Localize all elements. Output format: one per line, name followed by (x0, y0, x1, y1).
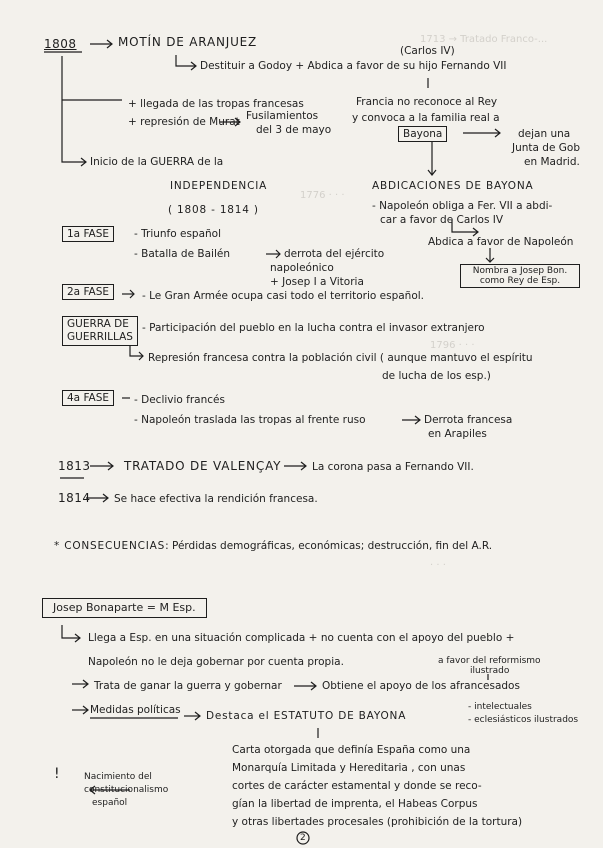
year-1813: 1813 (58, 459, 91, 473)
bleed-through: 1796 · · · (430, 340, 475, 351)
estatuto-bayona: Destaca el ESTATUTO DE BAYONA (206, 710, 407, 722)
bayona-box: Bayona (398, 126, 447, 142)
derrota-ejercito: derrota del ejército (284, 248, 385, 260)
motin-title: MOTÍN DE ARANJUEZ (118, 35, 258, 49)
eclesiasticos: - eclesiásticos ilustrados (468, 715, 579, 725)
batalla-bailen: - Batalla de Bailén (134, 248, 230, 260)
reformismo-note-2: ilustrado (470, 666, 510, 676)
apoyo-afrancesados: Obtiene el apoyo de los afrancesados (322, 680, 520, 692)
nacimiento-3: español (92, 798, 128, 808)
destituir-text: Destituir a Godoy + Abdica a favor de su hijo Fernando VII (200, 60, 507, 72)
francia-line-2: y convoca a la familia real a (352, 112, 500, 124)
arapiles: en Arapiles (428, 428, 487, 440)
fase-4-box: 4a FASE (62, 390, 114, 406)
abdicaciones-line-2: car a favor de Carlos IV (380, 214, 504, 226)
nombra-line-2: como Rey de Esp. (479, 276, 561, 286)
josep-vitoria: + Josep I a Vitoria (270, 276, 364, 288)
year-1814: 1814 (58, 491, 91, 505)
tratado-valencay: TRATADO DE VALENÇAY (124, 459, 282, 473)
guerrillas-line-2: GUERRILLAS (67, 331, 133, 343)
participacion-pueblo: - Participación del pueblo en la lucha contra el invasor extranjero (142, 322, 485, 334)
intelectuales: - intelectuales (468, 702, 532, 712)
junta-line-3: en Madrid. (524, 156, 580, 168)
derrota-francesa: Derrota francesa (424, 414, 513, 426)
ganar-guerra: Trata de ganar la guerra y gobernar (94, 680, 282, 692)
carta-line-4: gían la libertad de imprenta, el Habeas Corpus (232, 798, 478, 810)
napoleon-gobernar: Napoleón no le deja gobernar por cuenta propia. (88, 656, 344, 668)
fase-1-box: 1a FASE (62, 226, 114, 242)
nacimiento-2: constitucionalismo (84, 785, 169, 795)
llega-espana: Llega a Esp. en una situación complicada + no cuenta con el apoyo del pueblo + (88, 632, 515, 644)
triunfo-espanol: - Triunfo español (134, 228, 222, 240)
carta-line-2: Monarquía Limitada y Hereditaria , con unas (232, 762, 466, 774)
nacimiento-1: Nacimiento del (84, 772, 152, 782)
abdica-napoleon: Abdica a favor de Napoleón (428, 236, 574, 248)
inicio-guerra: Inicio de la GUERRA de la (90, 156, 224, 168)
frente-ruso: - Napoleón traslada las tropas al frente ruso (134, 414, 366, 426)
junta-line-1: dejan una (518, 128, 571, 140)
fusilamientos-1: Fusilamientos (246, 110, 319, 122)
year-1808: 1808 (44, 37, 77, 51)
exclamation-icon: ! (54, 766, 60, 782)
espiritu-lucha: de lucha de los esp.) (382, 370, 491, 382)
napoleonico: napoleónico (270, 262, 334, 274)
reformismo-note-1: a favor del reformismo (438, 656, 541, 666)
abdicaciones-title: ABDICACIONES DE BAYONA (372, 180, 534, 192)
war-years: ( 1808 - 1814 ) (168, 204, 259, 216)
corona-fernando: La corona pasa a Fernando VII. (312, 461, 474, 473)
carta-line-5: y otras libertades procesales (prohibición de la tortura) (232, 816, 523, 828)
represion-murat: + represión de Murat (128, 116, 240, 128)
josep-bonaparte-box: Josep Bonaparte = M Esp. (42, 598, 207, 618)
page-number: 2 (300, 833, 306, 843)
nombra-line-1: Nombra a Josep Bon. (472, 266, 568, 276)
bleed-through: 1713 → Tratado Franco-... (420, 34, 548, 45)
guerrillas-box (62, 316, 138, 346)
francia-line-1: Francia no reconoce al Rey (356, 96, 498, 108)
medidas-politicas: Medidas políticas (90, 704, 181, 716)
llegada-tropas: + llegada de las tropas francesas (128, 98, 304, 110)
nombra-josep-box (460, 264, 580, 288)
fusilamientos-2: del 3 de mayo (256, 124, 332, 136)
abdicaciones-line-1: - Napoleón obliga a Fer. VII a abdi- (372, 200, 553, 212)
carta-line-3: cortes de carácter estamental y donde se reco- (232, 780, 482, 792)
rendicion-francesa: Se hace efectiva la rendición francesa. (114, 493, 318, 505)
gran-armee: - Le Gran Armée ocupa casi todo el territorio español. (142, 290, 425, 302)
represion-francesa: Represión francesa contra la población civil ( aunque mantuvo el espíritu (148, 352, 533, 364)
carlos-iv-note: (Carlos IV) (400, 45, 455, 57)
guerrillas-line-1: GUERRA DE (67, 318, 129, 330)
bleed-through: · · · (430, 560, 446, 571)
consecuencias-text: Pérdidas demográficas, económicas; destrucción, fin del A.R. (172, 540, 493, 552)
bleed-through: 1776 · · · (300, 190, 345, 201)
independencia: INDEPENDENCIA (170, 180, 268, 192)
fase-2-box: 2a FASE (62, 284, 114, 300)
junta-line-2: Junta de Gob (512, 142, 580, 154)
declivio-frances: - Declivio francés (134, 394, 225, 406)
consecuencias-label: * CONSECUENCIAS: (54, 540, 170, 552)
carta-line-1: Carta otorgada que definía España como una (232, 744, 471, 756)
